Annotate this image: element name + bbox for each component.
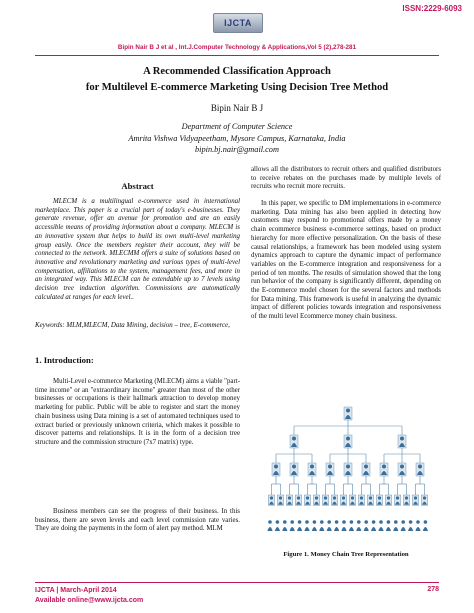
person-icon bbox=[297, 520, 302, 531]
person-icon bbox=[401, 520, 406, 531]
person-icon bbox=[367, 495, 373, 505]
person-icon bbox=[364, 520, 369, 531]
person-icon bbox=[341, 520, 346, 531]
journal-logo bbox=[213, 13, 263, 33]
author-email: bipin.bj.nair@gmail.com bbox=[195, 145, 279, 154]
intro-paragraph-2: Business members can see the progress of their business. In this business, there are seven levels and each level commission rate varies. They are doing the payments in the form of alert pay method. MLM bbox=[35, 508, 240, 533]
person-icon bbox=[349, 520, 354, 531]
person-icon bbox=[423, 520, 428, 531]
person-icon bbox=[416, 463, 424, 476]
person-icon bbox=[327, 520, 332, 531]
person-icon bbox=[398, 463, 406, 476]
keywords: Keywords: MLM,MLECM, Data Mining, decision – tree, E-commerce, bbox=[35, 322, 230, 329]
title-line-2: for Multilevel E-commerce Marketing Using Decision Tree Method bbox=[85, 82, 389, 93]
person-icon bbox=[272, 463, 280, 476]
paper-title bbox=[0, 64, 474, 96]
right-paragraph-1: allows all the distributors to recruit others and qualified distributors to receive rebates on the purchases made by multiple levels of recruits who recruit more recruits. bbox=[251, 166, 441, 191]
person-icon bbox=[385, 495, 391, 505]
person-icon bbox=[403, 495, 409, 505]
person-icon bbox=[362, 463, 370, 476]
person-icon bbox=[308, 463, 316, 476]
figure-caption: Figure 1. Money Chain Tree Representation bbox=[283, 551, 409, 558]
person-icon bbox=[394, 495, 400, 505]
person-icon bbox=[313, 495, 319, 505]
person-icon bbox=[267, 520, 272, 531]
person-icon bbox=[421, 495, 427, 505]
person-icon bbox=[393, 520, 398, 531]
person-icon bbox=[326, 463, 334, 476]
title-line-1: A Recommended Classification Approach bbox=[143, 66, 331, 77]
person-icon bbox=[340, 495, 346, 505]
person-icon bbox=[290, 435, 298, 448]
money-chain-tree-figure bbox=[262, 398, 434, 546]
person-icon bbox=[304, 520, 309, 531]
footer-left bbox=[35, 586, 143, 606]
person-icon bbox=[386, 520, 391, 531]
person-icon bbox=[412, 495, 418, 505]
footer-available-online: Available online@www.ijcta.com bbox=[35, 597, 144, 604]
author-name: Bipin Nair B J bbox=[210, 103, 264, 113]
person-icon bbox=[344, 435, 352, 448]
person-icon bbox=[319, 520, 324, 531]
intro-paragraph-1: Multi-Level e-commerce Marketing (MLECM) aims a viable "part-time income" or an "extraordinary income" greater than most of the other businesses or occupations is their hallmark attraction to develop money marketing for public. Public will be able to register and start the money chain business using Data mining is a set of automated techniques used to extract buried or previously unknown criteria, which makes it possible to discover patterns and relationships. It is in the form of a decision tree structure and the commission structure (7x7 matrix) type. bbox=[35, 378, 240, 446]
person-icon bbox=[408, 520, 413, 531]
person-icon bbox=[275, 520, 280, 531]
person-icon bbox=[290, 520, 295, 531]
affiliation-institution: Amrita Vishwa Vidyapeetham, Mysore Campus, Karnataka, India bbox=[128, 133, 346, 143]
person-icon bbox=[295, 495, 301, 505]
person-icon bbox=[344, 407, 352, 420]
issn-label: ISSN:2229-6093 bbox=[402, 4, 462, 13]
header-rule bbox=[35, 55, 439, 56]
logo-text: IJCTA bbox=[224, 18, 252, 28]
person-icon bbox=[322, 495, 328, 505]
footer-rule bbox=[35, 582, 439, 583]
person-icon bbox=[290, 463, 298, 476]
affiliation-department: Department of Computer Science bbox=[181, 122, 293, 131]
person-icon bbox=[380, 463, 388, 476]
abstract-heading: Abstract bbox=[121, 181, 154, 191]
person-icon bbox=[398, 435, 406, 448]
person-icon bbox=[371, 520, 376, 531]
person-icon bbox=[304, 495, 310, 505]
affiliation bbox=[0, 121, 474, 156]
person-icon bbox=[331, 495, 337, 505]
person-icon bbox=[378, 520, 383, 531]
section-heading-introduction: 1. Introduction: bbox=[35, 355, 94, 365]
person-icon bbox=[415, 520, 420, 531]
right-paragraph-2: In this paper, we specific to DM implementations in e-commerce marketing. Data mining has also been applied in detecting how customers may respond to promotional offers made by a money chain ecommerce business e-commerce settings, based on product hierarchy for more effective personalization. On the basis of these causal relationships, a framework has been modeled using system dynamics approach to capture the dynamic impact of performance variables on the E-commerce integration and responsiveness for a period of ten months. The results of simulation showed that the long run behavior of the company is significantly different, depending on the E-commerce model chosen for the several factors and methods for Data mining. This framework is useful in analyzing the dynamic impact of different policies towards integration and responsiveness of the multi level Ecommerce money chain business. bbox=[251, 200, 441, 321]
person-icon bbox=[282, 520, 287, 531]
person-icon bbox=[277, 495, 283, 505]
person-icon bbox=[358, 495, 364, 505]
footer-journal-issue: IJCTA | March-April 2014 bbox=[35, 587, 117, 594]
person-icon bbox=[268, 495, 274, 505]
person-icon bbox=[376, 495, 382, 505]
person-icon bbox=[334, 520, 339, 531]
person-icon bbox=[349, 495, 355, 505]
running-head: Bipin Nair B J et al , Int.J.Computer Technology & Applications,Vol 5 (2),278-281 bbox=[117, 44, 357, 51]
person-icon bbox=[312, 520, 317, 531]
person-icon bbox=[356, 520, 361, 531]
person-icon bbox=[344, 463, 352, 476]
person-icon bbox=[286, 495, 292, 505]
page-number: 278 bbox=[427, 586, 439, 593]
abstract-text: MLECM is a multilingual e-commerce used in international marketplace. This paper is a crucial part of today's e-businesses. They generate revenue, offer an avenue for promotion and are an easily accessible means of providing information about a company. MLECM is an innovative system that helps to build its own multi-level marketing group easily. Once the members register their account, they will be connected to the network. MLECMM offers a suite of solutions based on innovative and revolutionary marketing and various types of multi-level compensation, affiliations to the system, management fees, and more in an integrated way. This MLECM can be extendable up to 7 levels using decision tree induction algorithm. Commissions are automatically calculated at ranges for each level.. bbox=[35, 198, 240, 301]
